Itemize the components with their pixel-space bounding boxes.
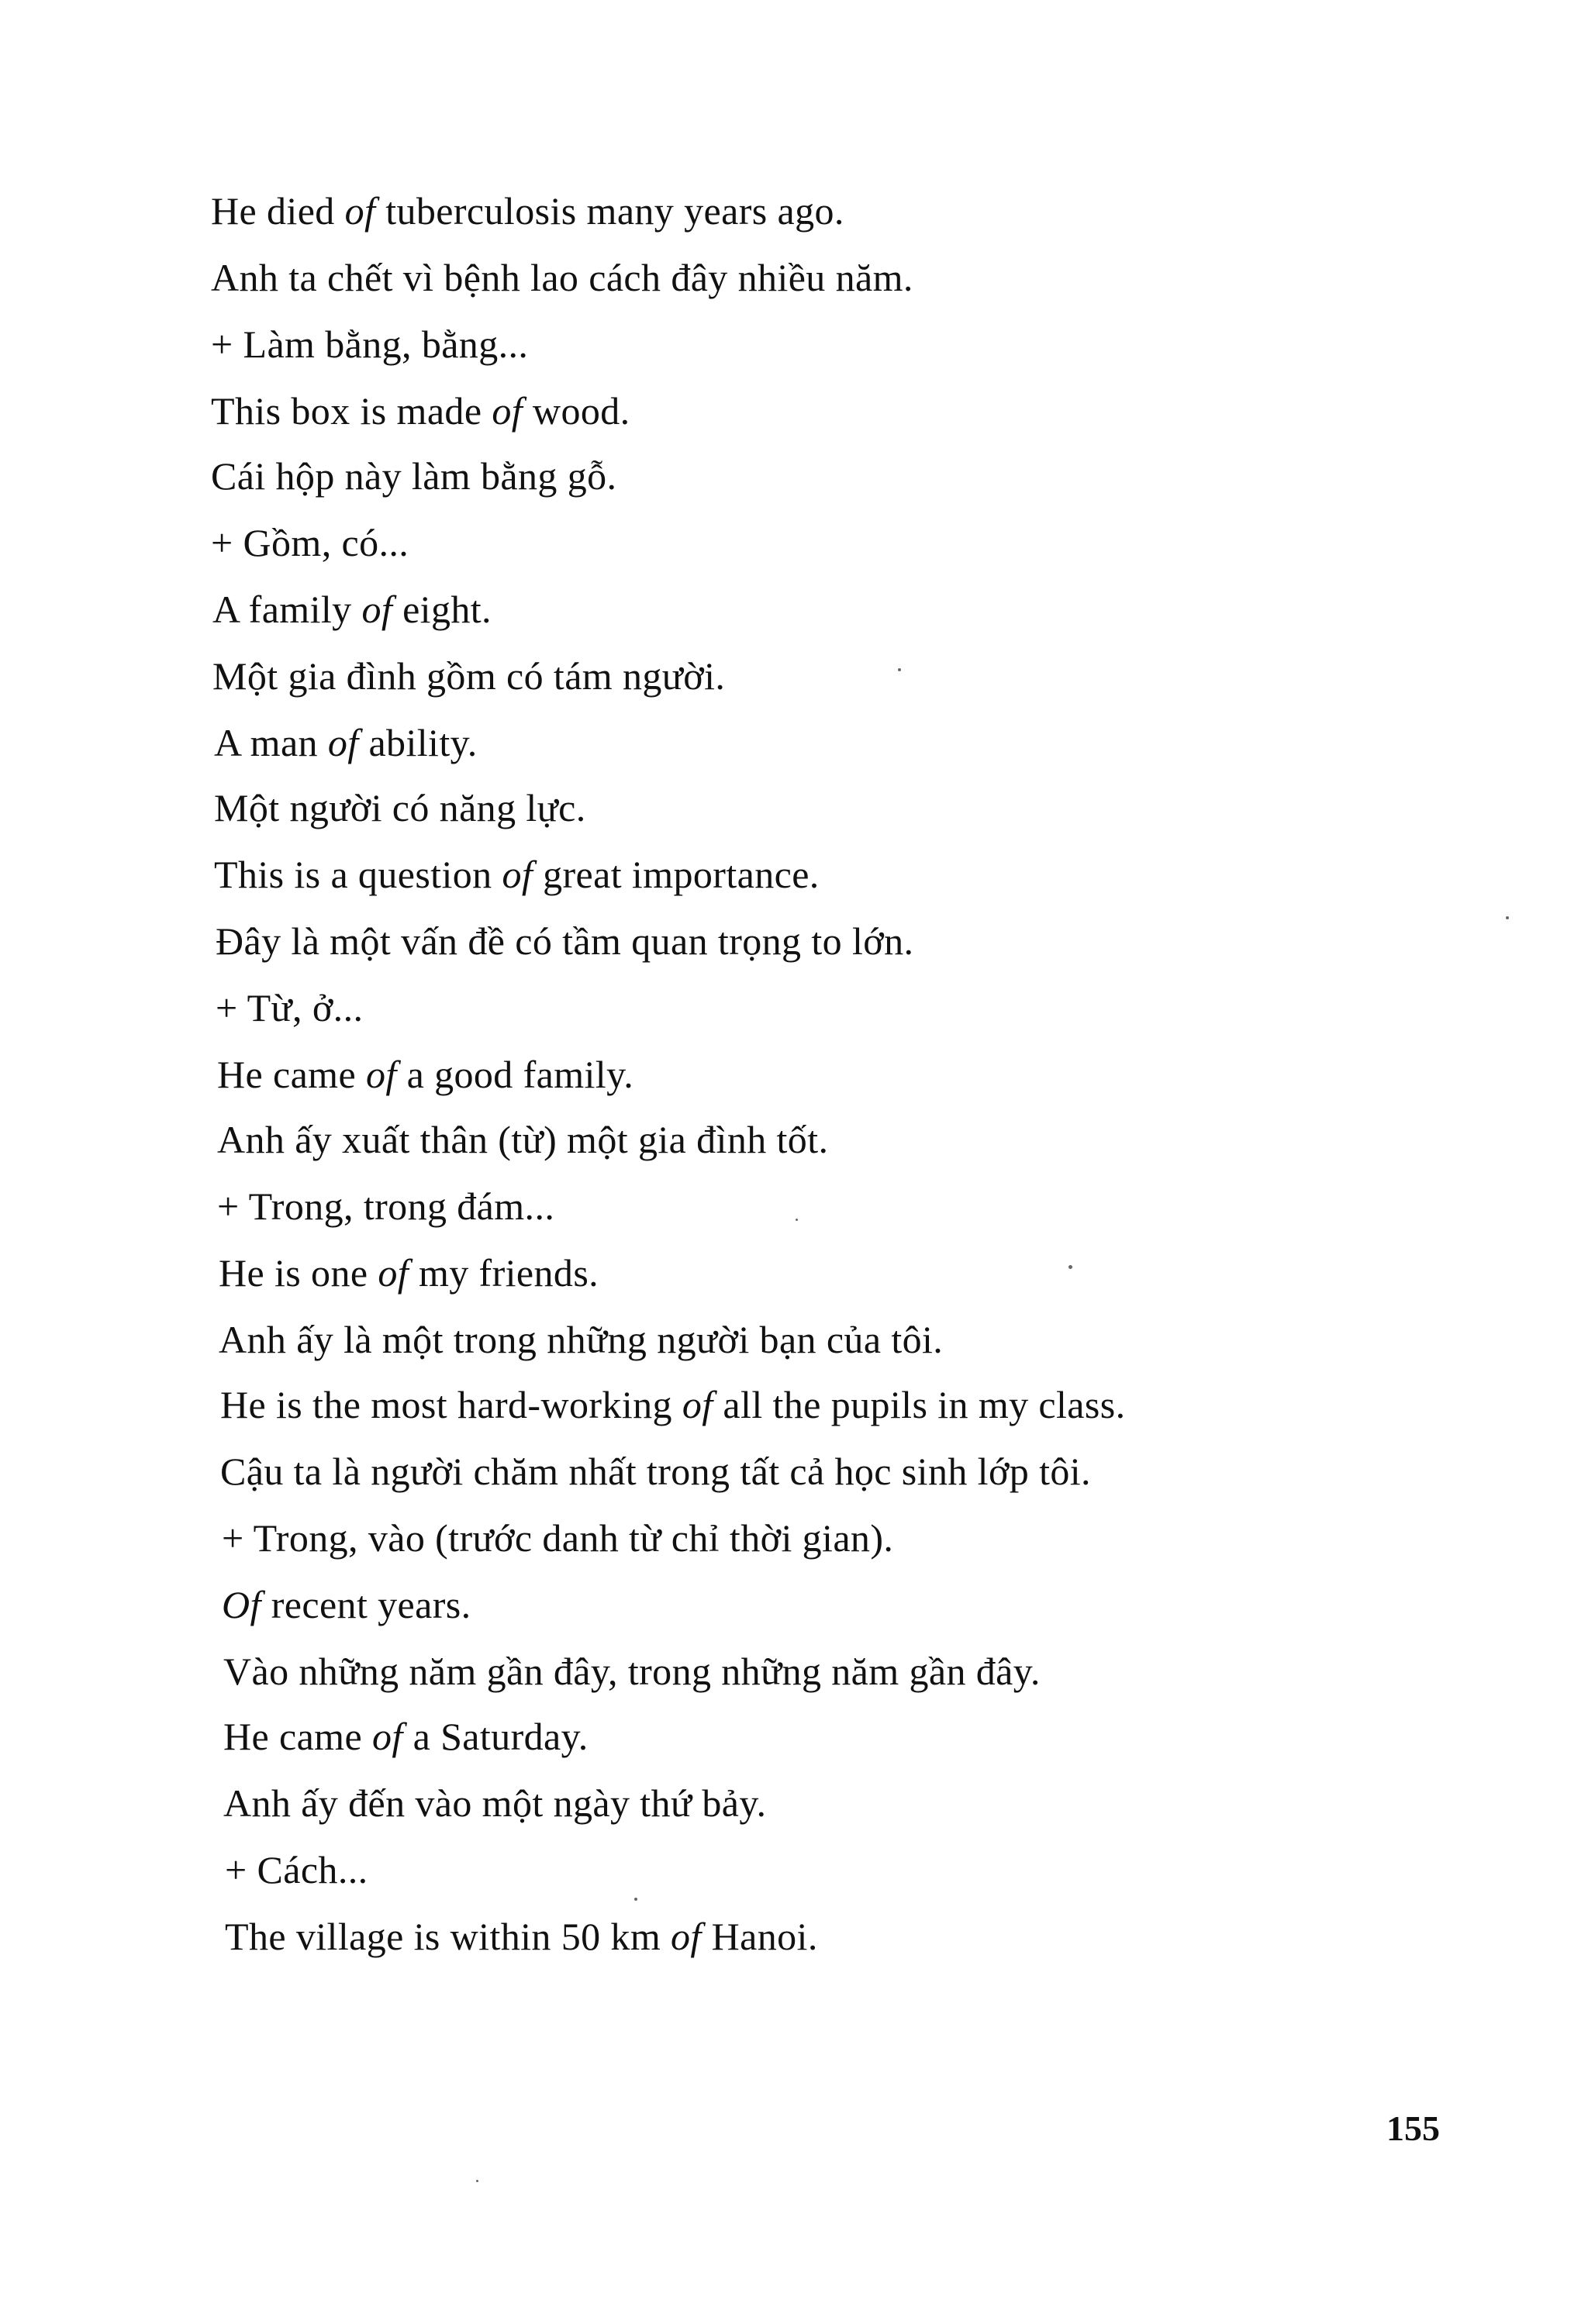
text-line-2: Anh ta chết vì bệnh lao cách đây nhiều năm.	[211, 256, 913, 299]
text-line-25: Anh ấy đến vào một ngày thứ bảy.	[223, 1781, 767, 1825]
text-line-3: + Làm bằng, bằng...	[211, 322, 529, 366]
text-line-26: + Cách...	[225, 1848, 368, 1891]
scan-speck	[634, 1898, 637, 1901]
text-line-27: The village is within 50 km of Hanoi.	[225, 1915, 818, 1958]
text-line-1: He died of tuberculosis many years ago.	[211, 189, 844, 233]
text-line-15: Anh ấy xuất thân (từ) một gia đình tốt.	[217, 1118, 829, 1161]
scan-speck	[1506, 916, 1509, 919]
text-line-9: A man of ability.	[214, 721, 478, 764]
text-line-20: Cậu ta là người chăm nhất trong tất cả học sinh lớp tôi.	[220, 1450, 1091, 1493]
text-line-8: Một gia đình gồm có tám người.	[212, 654, 726, 698]
text-line-11: This is a question of great importance.	[214, 853, 820, 896]
scan-speck	[898, 668, 901, 671]
text-line-14: He came of a good family.	[217, 1053, 634, 1096]
text-line-12: Đây là một vấn đề có tầm quan trọng to lớn.	[216, 919, 914, 963]
text-line-19: He is the most hard-working of all the pupils in my class.	[220, 1383, 1126, 1426]
page-number: 155	[1386, 2108, 1440, 2148]
scan-speck	[1068, 1265, 1072, 1269]
text-line-13: + Từ, ở...	[216, 986, 364, 1029]
text-line-5: Cái hộp này làm bằng gỗ.	[211, 454, 617, 498]
text-line-22: Of recent years.	[222, 1583, 471, 1626]
text-line-21: + Trong, vào (trước danh từ chỉ thời gian).	[222, 1516, 894, 1560]
text-line-18: Anh ấy là một trong những người bạn của tôi.	[219, 1318, 944, 1361]
text-line-24: He came of a Saturday.	[223, 1715, 589, 1758]
text-line-7: A family of eight.	[212, 588, 492, 631]
text-line-16: + Trong, trong đám...	[217, 1184, 555, 1228]
text-line-17: He is one of my friends.	[219, 1251, 599, 1295]
text-line-6: + Gồm, có...	[211, 521, 409, 564]
scan-speck	[796, 1219, 798, 1221]
text-line-23: Vào những năm gần đây, trong những năm gần đây.	[223, 1650, 1041, 1693]
scan-speck	[476, 2180, 478, 2182]
text-line-10: Một người có năng lực.	[214, 786, 586, 829]
text-line-4: This box is made of wood.	[211, 389, 630, 433]
